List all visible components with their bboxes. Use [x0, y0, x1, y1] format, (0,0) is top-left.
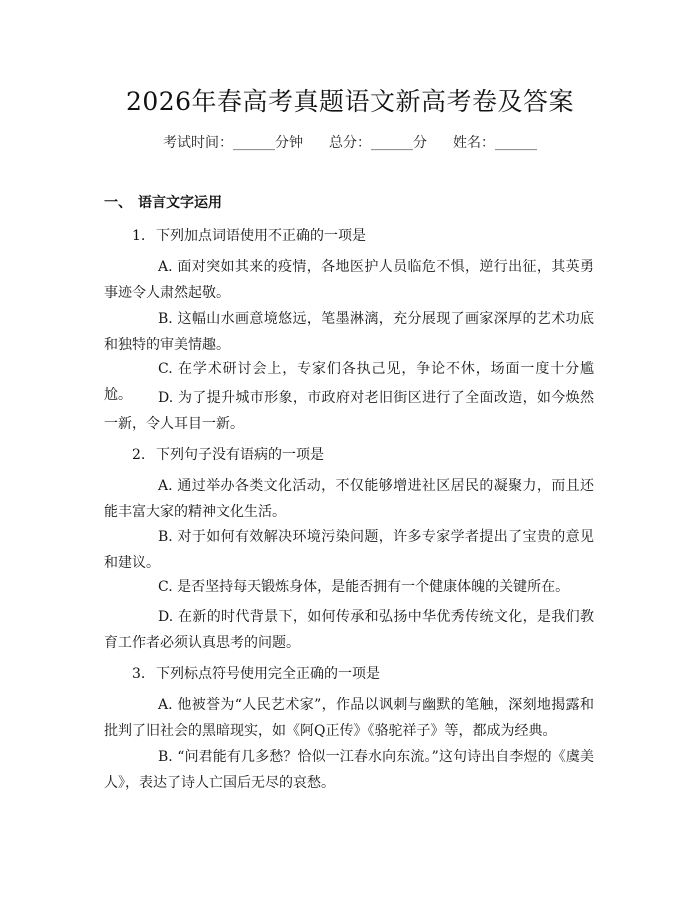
question-3-option-b: B. “问君能有几多愁？恰似一江春水向东流。”这句诗出自李煜的《虞美人》，表达了诗人亡国后无尽的哀愁。 [104, 749, 594, 791]
section-label: 语言文字运用 [138, 195, 222, 211]
exam-meta [0, 132, 700, 152]
question-2 [132, 444, 324, 464]
question-1-option-a: A. 面对突如其来的疫情，各地医护人员临危不惧，逆行出征，其英勇事迹令人肃然起敬。 [104, 259, 594, 301]
question-1-option-b: B. 这幅山水画意境悠远，笔墨淋漓，充分展现了画家深厚的艺术功底和独特的审美情趣。 [104, 311, 594, 353]
question-2-option-d: D. 在新的时代背景下，如何传承和弘扬中华优秀传统文化，是我们教育工作者必须认真思考的问题。 [104, 609, 594, 651]
question-stem: 下列标点符号使用完全正确的一项是 [156, 666, 380, 682]
exam-score: 总分：______分 [329, 135, 427, 151]
question-2-option-b: B. 对于如何有效解决环境污染问题，许多专家学者提出了宝贵的意见和建议。 [104, 529, 594, 571]
student-name-field: 姓名：______ [453, 135, 537, 151]
question-2-option-c: C. 是否坚持每天锻炼身体，是能否拥有一个健康体魄的关键所在。 [158, 579, 570, 595]
question-number: 2. [132, 447, 146, 463]
question-number: 1. [132, 228, 146, 244]
question-1-option-d: D. 为了提升城市形象，市政府对老旧街区进行了全面改造，如今焕然一新，令人耳目一新。 [104, 390, 594, 432]
question-2-option-a: A. 通过举办各类文化活动，不仅能够增进社区居民的凝聚力，而且还能丰富大家的精神文化生活。 [104, 478, 594, 520]
question-3 [132, 663, 380, 683]
question-stem: 下列句子没有语病的一项是 [156, 447, 324, 463]
exam-time: 考试时间：______分钟 [163, 135, 303, 151]
question-3-option-a: A. 他被誉为“人民艺术家”，作品以讽刺与幽默的笔触，深刻地揭露和批判了旧社会的黑暗现实，如《阿Q正传》《骆驼祥子》等，都成为经典。 [104, 697, 594, 739]
question-number: 3. [132, 666, 146, 682]
question-stem: 下列加点词语使用不正确的一项是 [156, 228, 366, 244]
section-heading [104, 192, 222, 212]
question-1-option-c: C. 在学术研讨会上，专家们各执己见，争论不休，场面一度十分尴尬。 [104, 361, 594, 403]
page-title: 2026年春高考真题语文新高考卷及答案 [125, 87, 575, 116]
question-1 [132, 225, 366, 245]
section-number: 一、 [104, 195, 132, 211]
